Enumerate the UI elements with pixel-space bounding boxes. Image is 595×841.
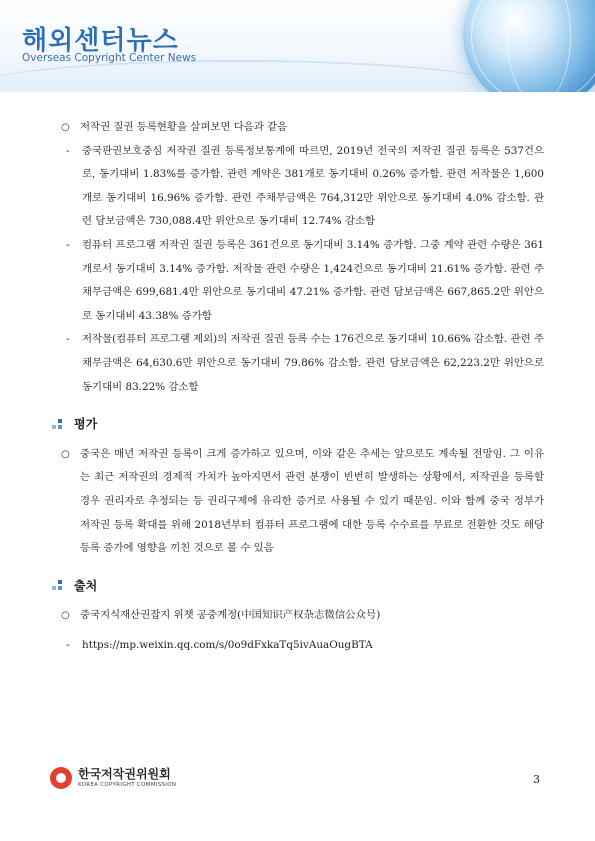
page-header [0,0,595,92]
header-title: 해외센터뉴스 [22,26,179,56]
org-logo [50,767,176,789]
section-bullet-icon [52,419,66,431]
source-url-link[interactable]: - https://mp.weixin.qq.com/s/0o9dFxkaTq5ivAuaOugBTA [62,634,544,658]
source-heading [58,575,544,599]
org-name-en: KOREA COPYRIGHT COMMISSION [78,782,177,788]
list-item: - 저작물(컴퓨터 프로그램 제외)의 저작권 질권 등록 수는 176건으로 동기대비 10.66% 감소함. 관련 주채무금액은 64,630.6만 위안으로 동기대비 79.86% 감소함. 관련 담보금액은 62,223.2만 위안으로 동기대비 83.22% 감소함 [62,328,544,399]
list-item: - 컴퓨터 프로그램 저작권 질권 등록은 361건으로 동기대비 3.14% 증가함. 그중 계약 관련 수량은 361개로서 동기대비 3.14% 증가함. 저작물 관련 수량은 1,424건으로 동기대비 21.61% 증가함. 관련 주채무금액은 699,681.4만 위안으로 동기대비 47.21% 증가함. 관련 담보금액은 667,865.2만 위안으로 동기대비 43.38% 증가함 [62,234,544,328]
globe-icon [463,0,595,92]
evaluation-text: ○ 중국은 매년 저작권 등록이 크게 증가하고 있으며, 이와 같은 추세는 앞으로도 계속될 전망임. 그 이유는 최근 저작권의 경제적 가치가 높아지면서 관련 분쟁이 빈번히 발생하는 상황에서, 저작권을 등록할 경우 권리자로 추정되는 등 권리구제에 유리한 증거로 사용될 수 있기 때문임. 이와 함께 중국 정부가 저작권 등록 확대를 위해 2018년부터 컴퓨터 프로그램에 대한 등록 수수료를 무료로 전환한 것도 해당 등록 증가에 영향을 끼친 것으로 볼 수 있음 [58,443,544,561]
section-bullet-icon [52,580,66,592]
header-subtitle: Overseas Copyright Center News [22,52,197,64]
evaluation-heading-label: 평가 [74,417,98,432]
intro-bullet: ○ 저작권 질권 등록현황을 살펴보면 다음과 같음 [58,116,544,140]
org-name-ko: 한국저작권위원회 [78,767,171,781]
source-name: ○ 중국지식재산권잡지 위챗 공중계정(中国知识产权杂志微信公众号) [58,604,544,628]
document-body [58,116,544,657]
page-number: 3 [533,773,540,786]
header-swoosh [0,60,520,92]
evaluation-heading [58,413,544,437]
logo-icon [50,767,72,789]
source-heading-label: 출처 [74,578,98,593]
list-item: - 중국판권보호중심 저작권 질권 등록정보통계에 따르면, 2019년 전국의 저작권 질권 등록은 537건으로, 동기대비 1.83%를 증가함. 관련 계약은 381개로 동기대비 0.26% 증가함. 관련 저작물은 1,600개로 동기대비 16.96% 증가함. 관련 주채무금액은 764,312만 위안으로 동기대비 4.0% 감소함. 관련 담보금액은 730,088.4만 위안으로 동기대비 12.74% 감소함 [62,140,544,234]
